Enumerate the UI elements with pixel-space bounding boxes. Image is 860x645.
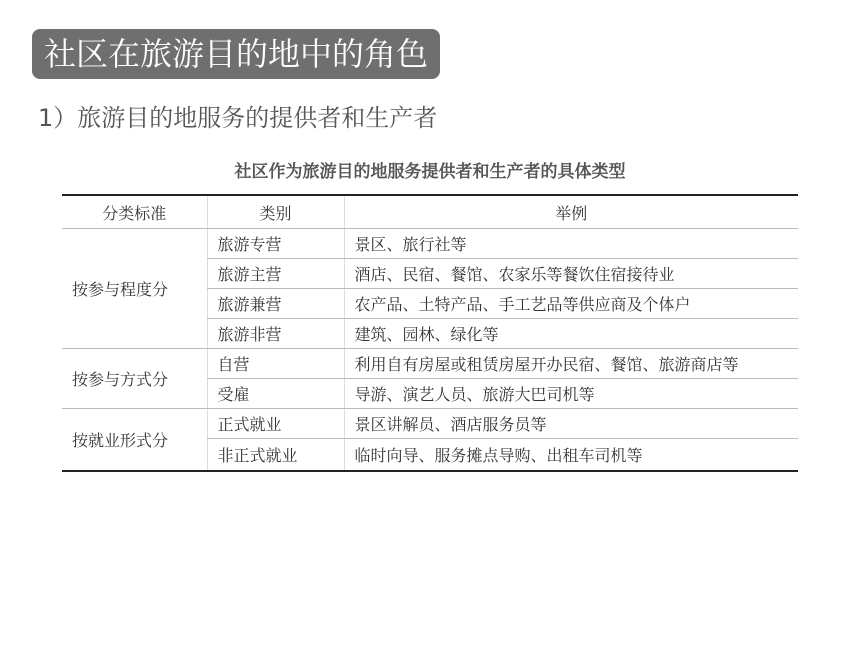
example-cell: 景区讲解员、酒店服务员等 — [344, 409, 798, 439]
category-cell: 旅游兼营 — [207, 289, 344, 319]
group-criterion: 按参与方式分 — [62, 349, 207, 409]
header-category: 类别 — [207, 195, 344, 229]
category-cell: 自营 — [207, 349, 344, 379]
group-criterion: 按就业形式分 — [62, 409, 207, 472]
header-example: 举例 — [344, 195, 798, 229]
example-cell: 临时向导、服务摊点导购、出租车司机等 — [344, 439, 798, 472]
category-cell: 正式就业 — [207, 409, 344, 439]
example-cell: 导游、演艺人员、旅游大巴司机等 — [344, 379, 798, 409]
table-header-row — [62, 195, 798, 229]
category-cell: 受雇 — [207, 379, 344, 409]
table-row — [62, 229, 798, 259]
table-caption: 社区作为旅游目的地服务提供者和生产者的具体类型 — [234, 162, 626, 182]
example-cell: 农产品、土特产品、手工艺品等供应商及个体户 — [344, 289, 798, 319]
example-cell: 建筑、园林、绿化等 — [344, 319, 798, 349]
table-row — [62, 349, 798, 379]
community-role-table — [62, 194, 798, 472]
slide-title: 社区在旅游目的地中的角色 — [32, 29, 440, 79]
example-cell: 酒店、民宿、餐馆、农家乐等餐饮住宿接待业 — [344, 259, 798, 289]
category-cell: 非正式就业 — [207, 439, 344, 472]
category-cell: 旅游非营 — [207, 319, 344, 349]
slide-subtitle: 1）旅游目的地服务的提供者和生产者 — [38, 104, 438, 132]
example-cell: 景区、旅行社等 — [344, 229, 798, 259]
header-criterion: 分类标准 — [62, 195, 207, 229]
category-cell: 旅游专营 — [207, 229, 344, 259]
table-row — [62, 409, 798, 439]
category-cell: 旅游主营 — [207, 259, 344, 289]
example-cell: 利用自有房屋或租赁房屋开办民宿、餐馆、旅游商店等 — [344, 349, 798, 379]
group-criterion: 按参与程度分 — [62, 229, 207, 349]
